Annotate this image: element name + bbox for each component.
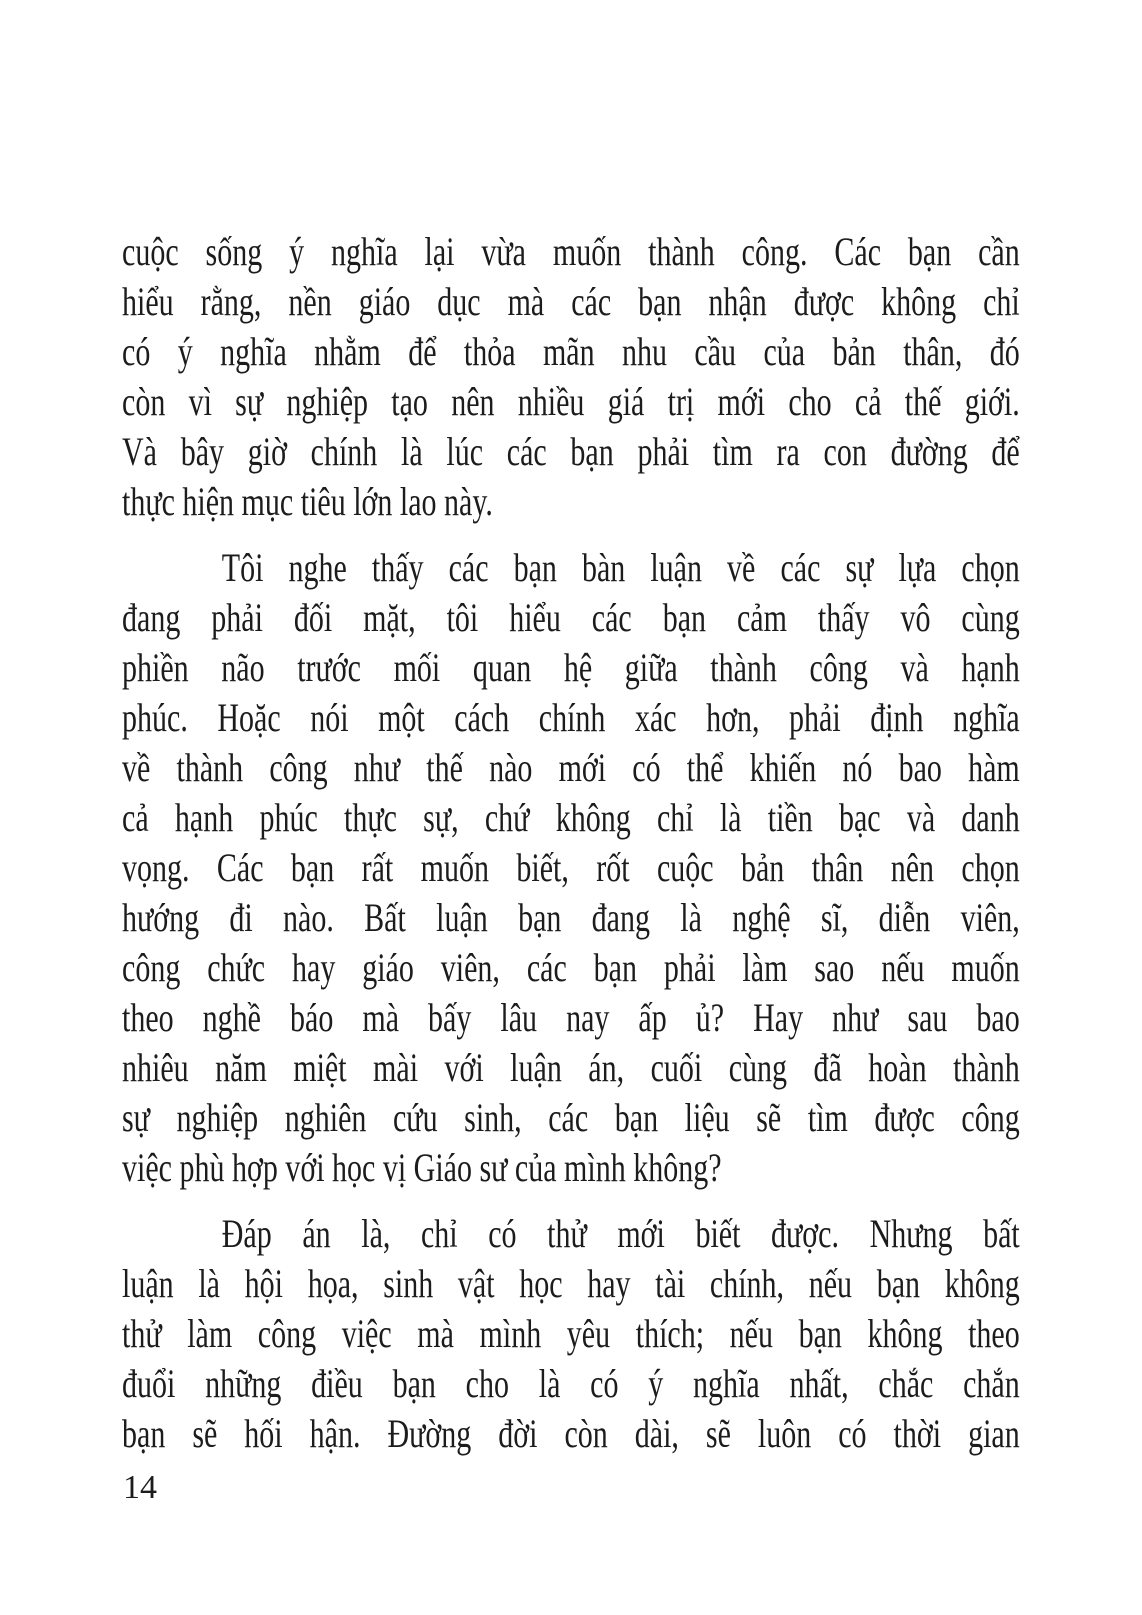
page-text: [122, 227, 1020, 1459]
text-line: đuổi những điều bạn cho là có ý nghĩa nhất, chắc chắn: [122, 1361, 1020, 1406]
text-line: Tôi nghe thấy các bạn bàn luận về các sự lựa chọn: [221, 545, 1020, 590]
text-line: theo nghề báo mà bấy lâu nay ấp ủ? Hay như sau bao: [122, 995, 1020, 1040]
text-line: về thành công như thế nào mới có thể khiến nó bao hàm: [122, 745, 1020, 790]
text-line: thử làm công việc mà mình yêu thích; nếu bạn không theo: [122, 1311, 1020, 1356]
text-line: bạn sẽ hối hận. Đường đời còn dài, sẽ luôn có thời gian: [122, 1411, 1020, 1456]
text-line: cuộc sống ý nghĩa lại vừa muốn thành công. Các bạn cần: [122, 229, 1020, 274]
paragraph: [122, 227, 1020, 527]
text-line: hiểu rằng, nền giáo dục mà các bạn nhận được không chỉ: [122, 279, 1020, 324]
paragraph: [122, 543, 1020, 1193]
text-line: thực hiện mục tiêu lớn lao này.: [122, 479, 493, 524]
paragraph: [122, 1209, 1020, 1459]
text-line: công chức hay giáo viên, các bạn phải làm sao nếu muốn: [122, 945, 1020, 990]
page-number: 14: [123, 1469, 157, 1506]
text-line: việc phù hợp với học vị Giáo sư của mình không?: [122, 1145, 722, 1190]
text-line: phiền não trước mối quan hệ giữa thành công và hạnh: [122, 645, 1020, 690]
text-line: có ý nghĩa nhằm để thỏa mãn nhu cầu của bản thân, đó: [122, 329, 1020, 374]
text-line: Và bây giờ chính là lúc các bạn phải tìm ra con đường để: [122, 429, 1020, 474]
text-line: vọng. Các bạn rất muốn biết, rốt cuộc bản thân nên chọn: [122, 845, 1020, 890]
text-line: hướng đi nào. Bất luận bạn đang là nghệ sĩ, diễn viên,: [122, 895, 1020, 940]
text-line: phúc. Hoặc nói một cách chính xác hơn, phải định nghĩa: [122, 695, 1020, 740]
text-line: cả hạnh phúc thực sự, chứ không chỉ là tiền bạc và danh: [122, 795, 1020, 840]
text-line: nhiêu năm miệt mài với luận án, cuối cùng đã hoàn thành: [122, 1045, 1020, 1090]
text-line: đang phải đối mặt, tôi hiểu các bạn cảm thấy vô cùng: [122, 595, 1020, 640]
text-line: luận là hội họa, sinh vật học hay tài chính, nếu bạn không: [122, 1261, 1020, 1306]
text-line: Đáp án là, chỉ có thử mới biết được. Nhưng bất: [221, 1211, 1020, 1256]
text-line: sự nghiệp nghiên cứu sinh, các bạn liệu sẽ tìm được công: [122, 1095, 1020, 1140]
text-line: còn vì sự nghiệp tạo nên nhiều giá trị mới cho cả thế giới.: [122, 379, 1020, 424]
